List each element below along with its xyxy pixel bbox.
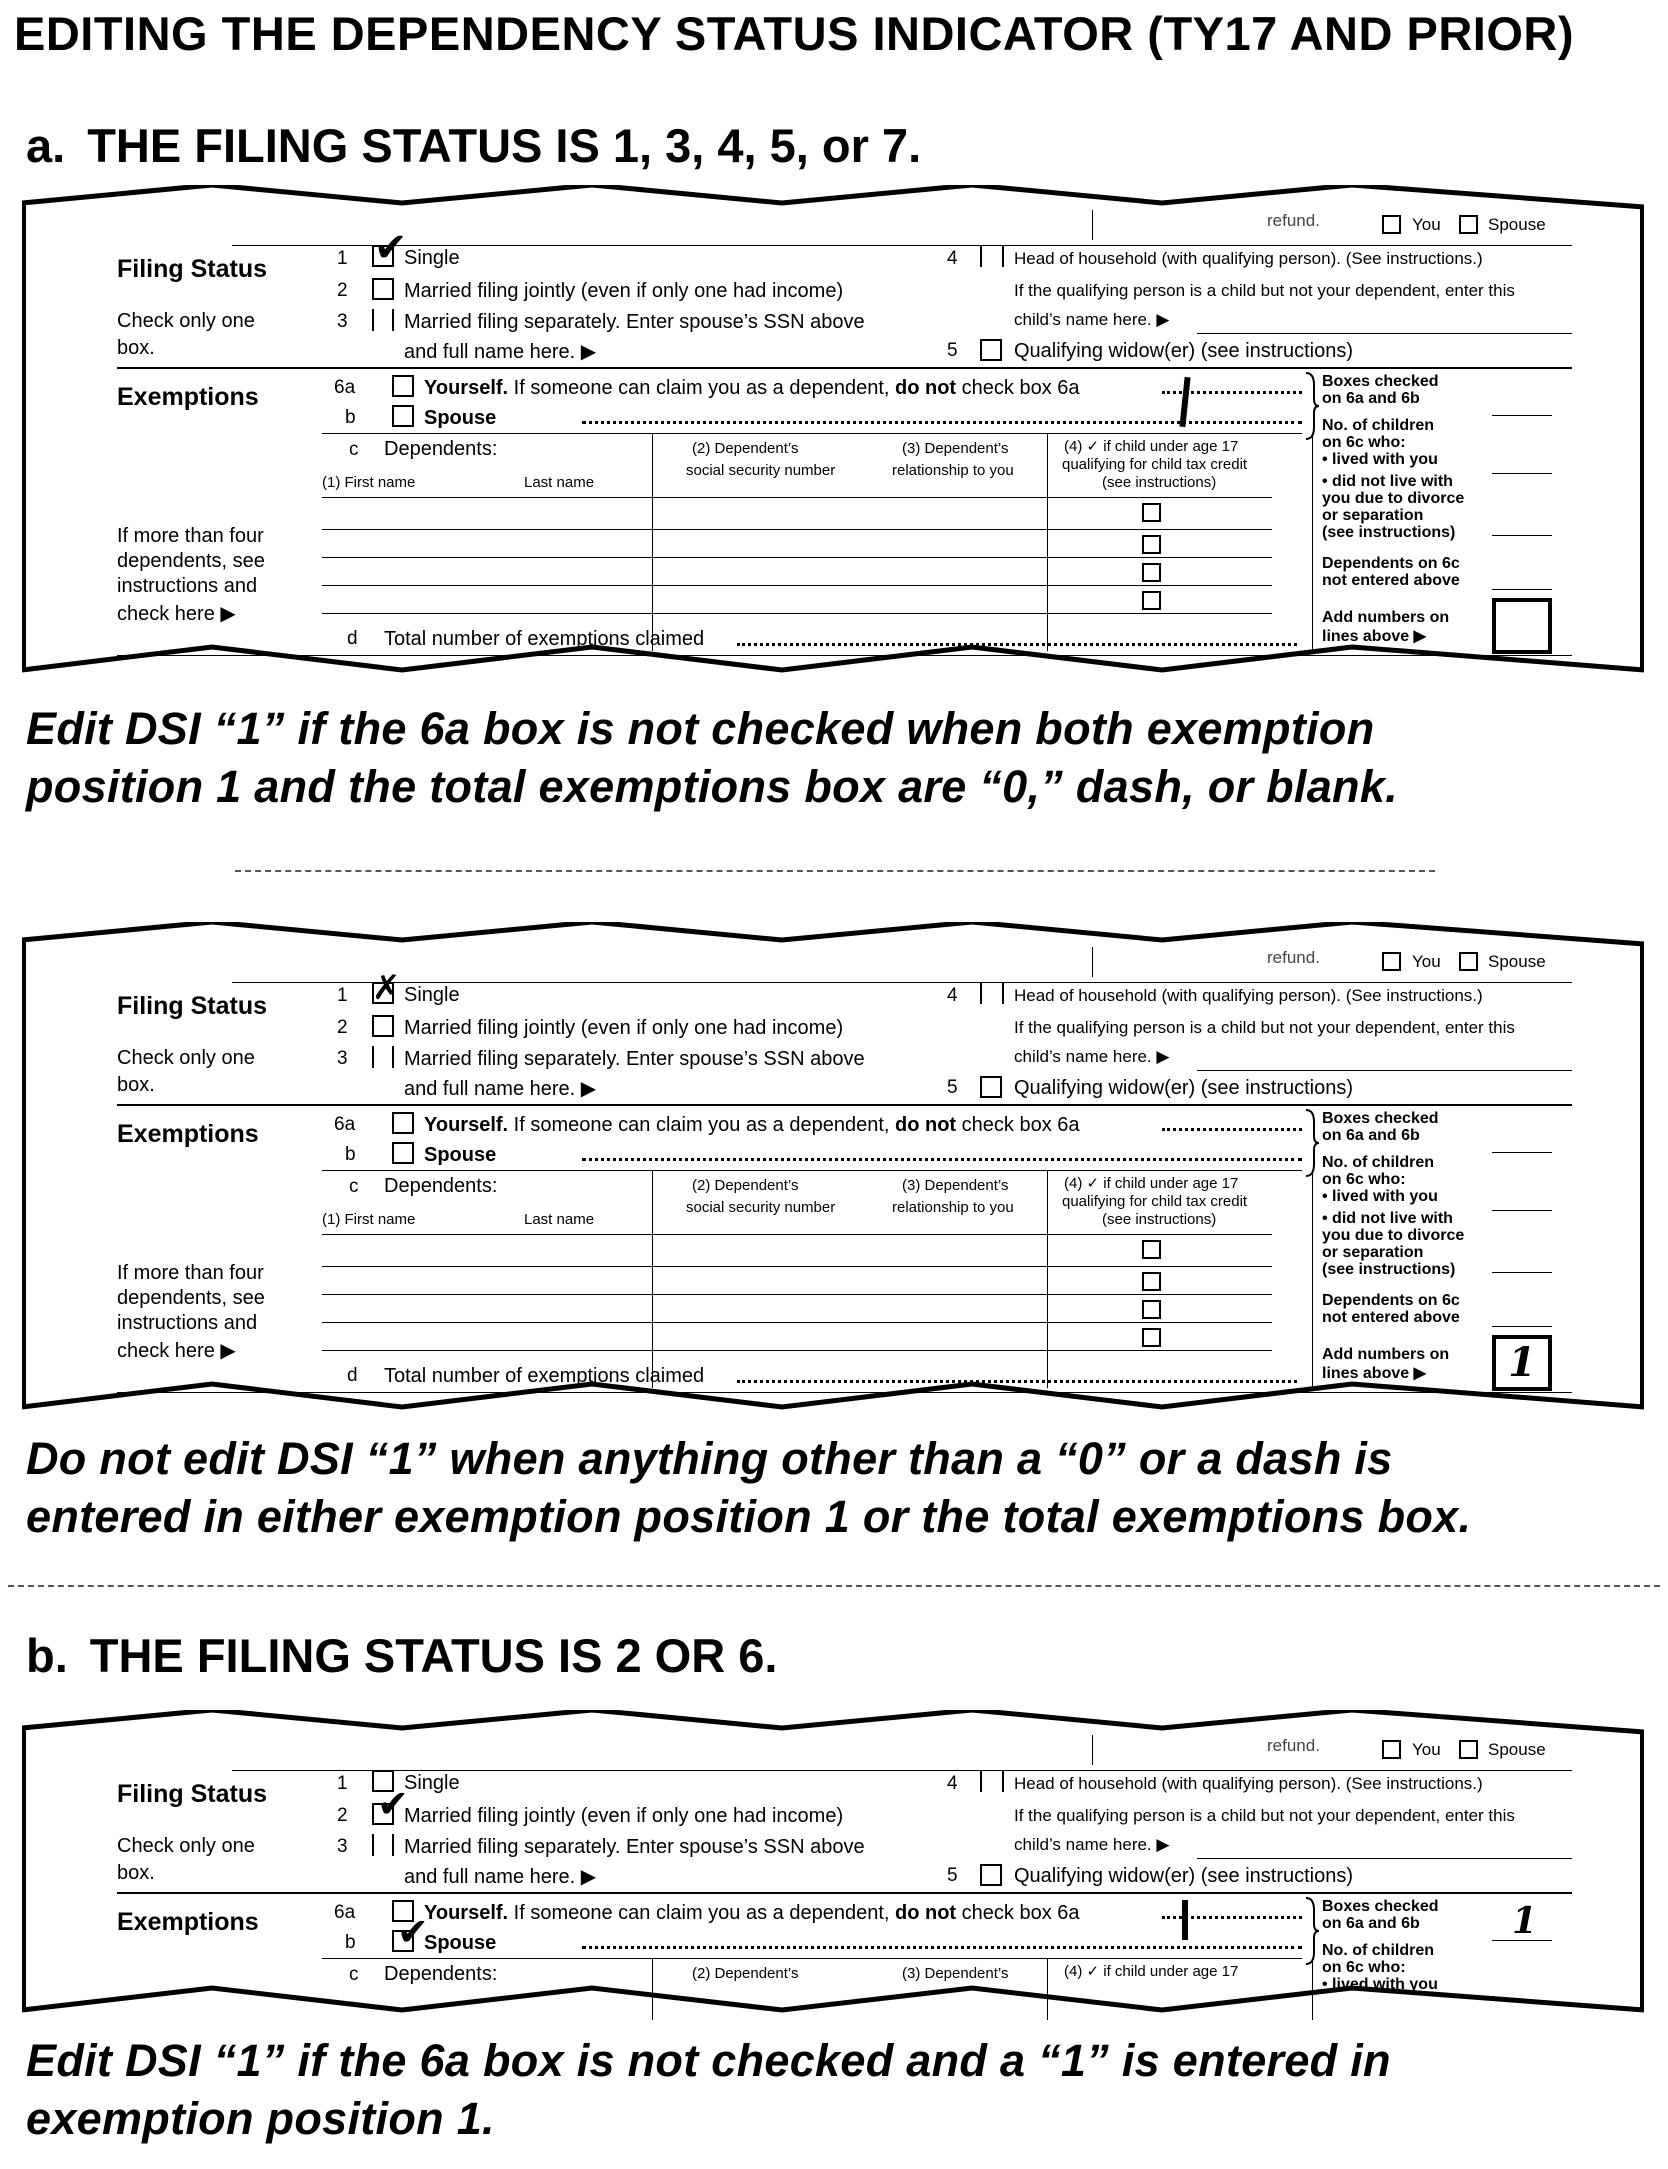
dependents-row-rule [322, 1266, 1272, 1267]
mfs-label: Married filing separately. Enter spouse’s SSN above [404, 1836, 865, 1858]
no-children-label-2: on 6c who: [1322, 434, 1406, 451]
dependents-row-rule [322, 1294, 1272, 1295]
check-only-one-label: Check only one [117, 310, 255, 332]
last-name-header: Last name [524, 474, 595, 491]
did-not-live-line [1492, 535, 1552, 536]
yourself-text-1: If someone can claim you as a dependent, [508, 1114, 895, 1136]
line-6a-number: 6a [334, 1114, 356, 1135]
yourself-text-2: check box 6a [956, 1902, 1080, 1924]
mfs-checkbox-left [372, 1046, 374, 1068]
dependents-row-rule [322, 1322, 1272, 1323]
spouse-label [424, 1144, 496, 1167]
mfs-checkbox-left [372, 1834, 374, 1856]
single-label: Single [404, 1772, 460, 1794]
brace-icon [1304, 371, 1320, 441]
right-col-divider [1312, 435, 1313, 650]
line-6b-number: b [345, 407, 356, 428]
child-credit-checkbox[interactable] [1142, 1328, 1161, 1347]
did-not-live-label-2: you due to divorce [1322, 490, 1465, 507]
dependents-row-rule [322, 557, 1272, 558]
single-label: Single [404, 247, 460, 269]
spouse-label-text: Spouse [424, 407, 497, 429]
spouse-label [424, 1932, 496, 1955]
boxes-checked-label: Boxes checked [1322, 373, 1439, 390]
top-divider [1092, 1735, 1093, 1765]
exemptions-label: Exemptions [117, 383, 259, 411]
first-name-header: (1) First name [322, 474, 416, 491]
top-rule [232, 1770, 1572, 1771]
spouse-label-text: Spouse [424, 1932, 497, 1954]
hoh-checkbox-right[interactable] [1002, 245, 1004, 267]
yourself-text-1: If someone can claim you as a dependent, [508, 377, 895, 399]
dependents-label: Dependents: [384, 438, 498, 460]
dependents-row-rule [322, 1350, 1272, 1351]
filing-status-label: Filing Status [117, 255, 267, 283]
col2-header-1: (2) Dependent’s [692, 1965, 799, 1982]
you-label: You [1412, 215, 1441, 234]
qw-label: Qualifying widow(er) (see instructions) [1014, 340, 1354, 362]
did-not-live-label-4: (see instructions) [1322, 524, 1456, 541]
no-children-label: No. of children [1322, 1942, 1434, 1959]
child-name-line [1197, 1858, 1572, 1859]
no-children-label: No. of children [1322, 417, 1434, 434]
dependents-top-rule [322, 1170, 1302, 1171]
dependents-label: Dependents: [384, 1963, 498, 1985]
no-children-label-2: on 6c who: [1322, 1171, 1406, 1188]
section-a-heading [26, 118, 921, 173]
spouse-top-checkbox[interactable] [1459, 1740, 1478, 1759]
yourself-do-not: do not [895, 1114, 957, 1136]
total-claimed-label: Total number of exemptions claimed [384, 628, 705, 650]
dependents-label: Dependents: [384, 1175, 498, 1197]
hoh-child-name-label: child’s name here. ▶ [1014, 310, 1170, 329]
check-only-one-label: Check only one [117, 1835, 255, 1857]
you-checkbox[interactable] [1382, 1740, 1401, 1759]
yourself-text-2: check box 6a [956, 377, 1080, 399]
dependents-row-rule [322, 497, 1272, 498]
spouse-label-text: Spouse [424, 1144, 497, 1166]
you-label: You [1412, 1740, 1441, 1759]
col3-header-2: relationship to you [892, 1199, 1014, 1216]
caption-a1-line1: Edit DSI “1” if the 6a box is not checked when both exemption [26, 703, 1375, 754]
refund-label: refund. [1267, 1736, 1320, 1755]
single-check-mark: ✔ [374, 225, 408, 271]
leader-dots [582, 1946, 1302, 1949]
child-credit-checkbox[interactable] [1142, 1300, 1161, 1319]
line-6c-number: c [349, 1964, 359, 1985]
section-b-heading [26, 1628, 777, 1683]
col-divider [1047, 433, 1048, 651]
bottom-rule [117, 655, 1572, 656]
caption-a1-line2: position 1 and the total exemptions box are “0,” dash, or blank. [26, 761, 1398, 812]
line-6a-number: 6a [334, 1902, 356, 1923]
mfj-label: Married filing jointly (even if only one had income) [404, 1017, 844, 1039]
mfj-label: Married filing jointly (even if only one had income) [404, 1805, 844, 1827]
section-rule [117, 367, 1572, 369]
child-credit-checkbox[interactable] [1142, 563, 1161, 582]
more-than-four-label: If more than four [117, 1262, 264, 1284]
first-name-header: (1) First name [322, 1211, 416, 1228]
yourself-bold: Yourself. [424, 377, 509, 399]
leader-dots [737, 643, 1297, 646]
yourself-text-2: check box 6a [956, 1114, 1080, 1136]
col-divider [1047, 1170, 1048, 1388]
spouse-top-label: Spouse [1488, 215, 1546, 234]
more-than-four-label: dependents, see [117, 1287, 265, 1309]
line-4-number: 4 [947, 248, 958, 269]
single-label: Single [404, 984, 460, 1006]
dependents-6c-label: Dependents on 6c [1322, 1292, 1460, 1309]
leader-dots [737, 1380, 1297, 1383]
mfj-label: Married filing jointly (even if only one had income) [404, 280, 844, 302]
dependents-row-rule [322, 613, 1272, 614]
col4-header-3: (see instructions) [1102, 474, 1217, 491]
dependents-6c-line [1492, 1326, 1552, 1327]
spouse-check-mark: ✔ [397, 1910, 429, 1954]
line-6c-number: c [349, 439, 359, 460]
child-credit-checkbox[interactable] [1142, 1272, 1161, 1291]
filing-status-label: Filing Status [117, 992, 267, 1020]
spouse-checkbox[interactable] [392, 405, 414, 427]
yourself-label [424, 1902, 1080, 1925]
you-label: You [1412, 952, 1441, 971]
yourself-bold: Yourself. [424, 1114, 509, 1136]
line-1-number: 1 [337, 248, 348, 269]
line-5-number: 5 [947, 1865, 958, 1886]
more-than-four-label: instructions and [117, 1312, 258, 1334]
col3-header-1: (3) Dependent’s [902, 440, 1009, 457]
qw-checkbox[interactable] [980, 339, 1002, 361]
child-credit-checkbox[interactable] [1142, 535, 1161, 554]
yourself-label [424, 1114, 1080, 1137]
no-children-label: No. of children [1322, 1154, 1434, 1171]
hoh-checkbox-left [980, 245, 982, 267]
line-6a-number: 6a [334, 377, 356, 398]
spouse-top-label: Spouse [1488, 952, 1546, 971]
check-only-one-box-label: box. [117, 337, 155, 359]
line-6d-number: d [347, 1365, 358, 1386]
single-x-mark: ✗ [372, 968, 401, 1008]
col4-header-1: (4) ✓ if child under age 17 [1064, 1963, 1239, 1980]
total-exemptions-box[interactable] [1492, 598, 1552, 654]
boxes-checked-label: Boxes checked [1322, 1898, 1439, 1915]
you-checkbox[interactable] [1382, 952, 1401, 971]
col2-header-1: (2) Dependent’s [692, 1177, 799, 1194]
spouse-top-checkbox[interactable] [1459, 952, 1478, 971]
line-3-number: 3 [337, 311, 348, 332]
caption-b1-line2: exemption position 1. [26, 2093, 495, 2144]
line-1-number: 1 [337, 1773, 348, 1794]
dependents-6c-line [1492, 589, 1552, 590]
section-b-title: THE FILING STATUS IS 2 OR 6. [89, 1629, 778, 1682]
section-b-letter: b. [26, 1629, 68, 1682]
line-5-number: 5 [947, 1077, 958, 1098]
total-exemptions-box[interactable] [1492, 1335, 1552, 1391]
more-than-four-label: instructions and [117, 575, 258, 597]
mfs-name-label: and full name here. ▶ [404, 341, 597, 363]
mfs-name-label: and full name here. ▶ [404, 1866, 597, 1888]
qw-label: Qualifying widow(er) (see instructions) [1014, 1865, 1354, 1887]
hoh-label: Head of household (with qualifying person). (See instructions.) [1014, 249, 1483, 268]
spouse-checkbox[interactable] [392, 1142, 414, 1164]
hoh-qualifying-label: If the qualifying person is a child but not your dependent, enter this [1014, 1018, 1515, 1037]
did-not-live-label-3: or separation [1322, 1244, 1424, 1261]
lived-with-line [1492, 1210, 1552, 1211]
check-only-one-box-label: box. [117, 1862, 155, 1884]
filing-status-label: Filing Status [117, 1780, 267, 1808]
last-name-header: Last name [524, 1211, 595, 1228]
col3-header-1: (3) Dependent’s [902, 1965, 1009, 1982]
mfj-checkbox[interactable] [372, 1015, 394, 1037]
form-example-a1 [22, 185, 1644, 680]
more-than-four-label: check here ▶ [117, 603, 236, 625]
col3-header-2: relationship to you [892, 462, 1014, 479]
line-2-number: 2 [337, 280, 348, 301]
add-numbers-label-2: lines above ▶ [1322, 628, 1426, 645]
col-divider [1047, 1958, 1048, 2020]
line-2-number: 2 [337, 1805, 348, 1826]
more-than-four-label: dependents, see [117, 550, 265, 572]
hoh-child-name-label: child’s name here. ▶ [1014, 1835, 1170, 1854]
child-credit-checkbox[interactable] [1142, 1240, 1161, 1259]
boxes-checked-label: Boxes checked [1322, 1110, 1439, 1127]
yourself-text-1: If someone can claim you as a dependent, [508, 1902, 895, 1924]
qw-checkbox[interactable] [980, 1864, 1002, 1886]
did-not-live-label-2: you due to divorce [1322, 1227, 1465, 1244]
mfj-check-mark: ✔ [377, 1782, 409, 1826]
yourself-checkbox[interactable] [392, 375, 414, 397]
col2-header-2: social security number [686, 1199, 836, 1216]
col4-header-1: (4) ✓ if child under age 17 [1064, 1175, 1239, 1192]
caption-b1-line1: Edit DSI “1” if the 6a box is not checked and a “1” is entered in [26, 2035, 1391, 2086]
yourself-label [424, 377, 1080, 400]
top-divider [1092, 210, 1093, 240]
refund-label: refund. [1267, 948, 1320, 967]
right-col-divider [1312, 1960, 1313, 2020]
qw-checkbox[interactable] [980, 1076, 1002, 1098]
mfj-checkbox[interactable] [372, 278, 394, 300]
dependents-top-rule [322, 433, 1302, 434]
boxes-checked-label-2: on 6a and 6b [1322, 390, 1420, 407]
lived-with-label: • lived with you [1322, 1976, 1438, 1993]
lived-with-line [1492, 473, 1552, 474]
dependents-row-rule [322, 585, 1272, 586]
boxes-checked-value: 1 [1512, 1900, 1538, 1942]
exemptions-label: Exemptions [117, 1908, 259, 1936]
line-3-number: 3 [337, 1048, 348, 1069]
hoh-checkbox-left [980, 1770, 982, 1792]
line-5-number: 5 [947, 340, 958, 361]
line-6c-number: c [349, 1176, 359, 1197]
spouse-label [424, 407, 496, 430]
col2-header-1: (2) Dependent’s [692, 440, 799, 457]
hoh-checkbox-left [980, 982, 982, 1004]
brace-icon [1304, 1108, 1320, 1178]
dependents-row-rule [322, 1234, 1272, 1235]
exemption-position-1-mark [1182, 1900, 1188, 1940]
leader-dots [582, 1158, 1302, 1161]
hoh-qualifying-label: If the qualifying person is a child but not your dependent, enter this [1014, 1806, 1515, 1825]
yourself-checkbox[interactable] [392, 1112, 414, 1134]
boxes-checked-label-2: on 6a and 6b [1322, 1127, 1420, 1144]
mfs-label: Married filing separately. Enter spouse’s SSN above [404, 1048, 865, 1070]
lived-with-label: • lived with you [1322, 451, 1438, 468]
hoh-child-name-label: child’s name here. ▶ [1014, 1047, 1170, 1066]
more-than-four-label: If more than four [117, 525, 264, 547]
boxes-checked-label-2: on 6a and 6b [1322, 1915, 1420, 1932]
total-claimed-label: Total number of exemptions claimed [384, 1365, 705, 1387]
line-6b-number: b [345, 1144, 356, 1165]
leader-dots [582, 421, 1302, 424]
col4-header-1: (4) ✓ if child under age 17 [1064, 438, 1239, 455]
yourself-do-not: do not [895, 377, 957, 399]
did-not-live-label-4: (see instructions) [1322, 1261, 1456, 1278]
brace-icon [1304, 1896, 1320, 1966]
hoh-checkbox-right[interactable] [1002, 982, 1004, 1004]
hoh-qualifying-label: If the qualifying person is a child but not your dependent, enter this [1014, 281, 1515, 300]
boxes-checked-line [1492, 415, 1552, 416]
no-children-label-2: on 6c who: [1322, 1959, 1406, 1976]
qw-label: Qualifying widow(er) (see instructions) [1014, 1077, 1354, 1099]
line-4-number: 4 [947, 1773, 958, 1794]
check-only-one-box-label: box. [117, 1074, 155, 1096]
col-divider [652, 1170, 653, 1388]
line-6b-number: b [345, 1932, 356, 1953]
mfs-checkbox-right[interactable] [392, 309, 394, 331]
spouse-top-label: Spouse [1488, 1740, 1546, 1759]
section-rule [117, 1104, 1572, 1106]
add-numbers-label-2: lines above ▶ [1322, 1365, 1426, 1382]
child-credit-checkbox[interactable] [1142, 591, 1161, 610]
section-rule [117, 1892, 1572, 1894]
did-not-live-line [1492, 1272, 1552, 1273]
col3-header-1: (3) Dependent’s [902, 1177, 1009, 1194]
did-not-live-label: • did not live with [1322, 473, 1453, 490]
form-example-b1 [22, 1710, 1644, 2020]
col-divider [652, 433, 653, 651]
hoh-checkbox-right[interactable] [1002, 1770, 1004, 1792]
exemptions-label: Exemptions [117, 1120, 259, 1148]
dependents-6c-label: Dependents on 6c [1322, 555, 1460, 572]
mfs-label: Married filing separately. Enter spouse’s SSN above [404, 311, 865, 333]
mfs-name-label: and full name here. ▶ [404, 1078, 597, 1100]
divider [235, 870, 1435, 872]
col-divider [652, 1958, 653, 2020]
section-a-letter: a. [26, 119, 66, 172]
bottom-rule [117, 1392, 1572, 1393]
col4-header-2: qualifying for child tax credit [1062, 1193, 1248, 1210]
line-3-number: 3 [337, 1836, 348, 1857]
line-6d-number: d [347, 628, 358, 649]
line-2-number: 2 [337, 1017, 348, 1038]
mfs-checkbox-right[interactable] [392, 1834, 394, 1856]
line-4-number: 4 [947, 985, 958, 1006]
dependents-top-rule [322, 1958, 1302, 1959]
top-divider [1092, 947, 1093, 977]
hoh-label: Head of household (with qualifying person). (See instructions.) [1014, 986, 1483, 1005]
spouse-top-checkbox[interactable] [1459, 215, 1478, 234]
yourself-bold: Yourself. [424, 1902, 509, 1924]
caption-a2-line2: entered in either exemption position 1 or the total exemptions box. [26, 1491, 1472, 1542]
more-than-four-label: check here ▶ [117, 1340, 236, 1362]
child-credit-checkbox[interactable] [1142, 503, 1161, 522]
hoh-label: Head of household (with qualifying person). (See instructions.) [1014, 1774, 1483, 1793]
add-numbers-label: Add numbers on [1322, 1346, 1450, 1363]
child-name-line [1197, 333, 1572, 334]
you-checkbox[interactable] [1382, 215, 1401, 234]
top-rule [232, 982, 1572, 983]
refund-label: refund. [1267, 211, 1320, 230]
yourself-do-not: do not [895, 1902, 957, 1924]
col4-header-2: qualifying for child tax credit [1062, 456, 1248, 473]
mfs-checkbox-right[interactable] [392, 1046, 394, 1068]
dependents-row-rule [322, 529, 1272, 530]
boxes-checked-line [1492, 1152, 1552, 1153]
top-rule [232, 245, 1572, 246]
mfs-checkbox-left [372, 309, 374, 331]
col2-header-2: social security number [686, 462, 836, 479]
child-name-line [1197, 1070, 1572, 1071]
total-exemptions-value: 1 [1508, 1339, 1536, 1386]
page-title: EDITING THE DEPENDENCY STATUS INDICATOR (TY17 AND PRIOR) [14, 7, 1574, 60]
leader-dots [1162, 1128, 1302, 1131]
dependents-6c-label-2: not entered above [1322, 1309, 1460, 1326]
right-col-divider [1312, 1172, 1313, 1387]
section-a-title: THE FILING STATUS IS 1, 3, 4, 5, or 7. [87, 119, 922, 172]
did-not-live-label: • did not live with [1322, 1210, 1453, 1227]
add-numbers-label: Add numbers on [1322, 609, 1450, 626]
caption-a2-line1: Do not edit DSI “1” when anything other than a “0” or a dash is [26, 1433, 1393, 1484]
dependents-6c-label-2: not entered above [1322, 572, 1460, 589]
check-only-one-label: Check only one [117, 1047, 255, 1069]
did-not-live-label-3: or separation [1322, 507, 1424, 524]
col4-header-3: (see instructions) [1102, 1211, 1217, 1228]
divider [8, 1585, 1660, 1587]
lived-with-label: • lived with you [1322, 1188, 1438, 1205]
form-example-a2 [22, 922, 1644, 1417]
line-1-number: 1 [337, 985, 348, 1006]
